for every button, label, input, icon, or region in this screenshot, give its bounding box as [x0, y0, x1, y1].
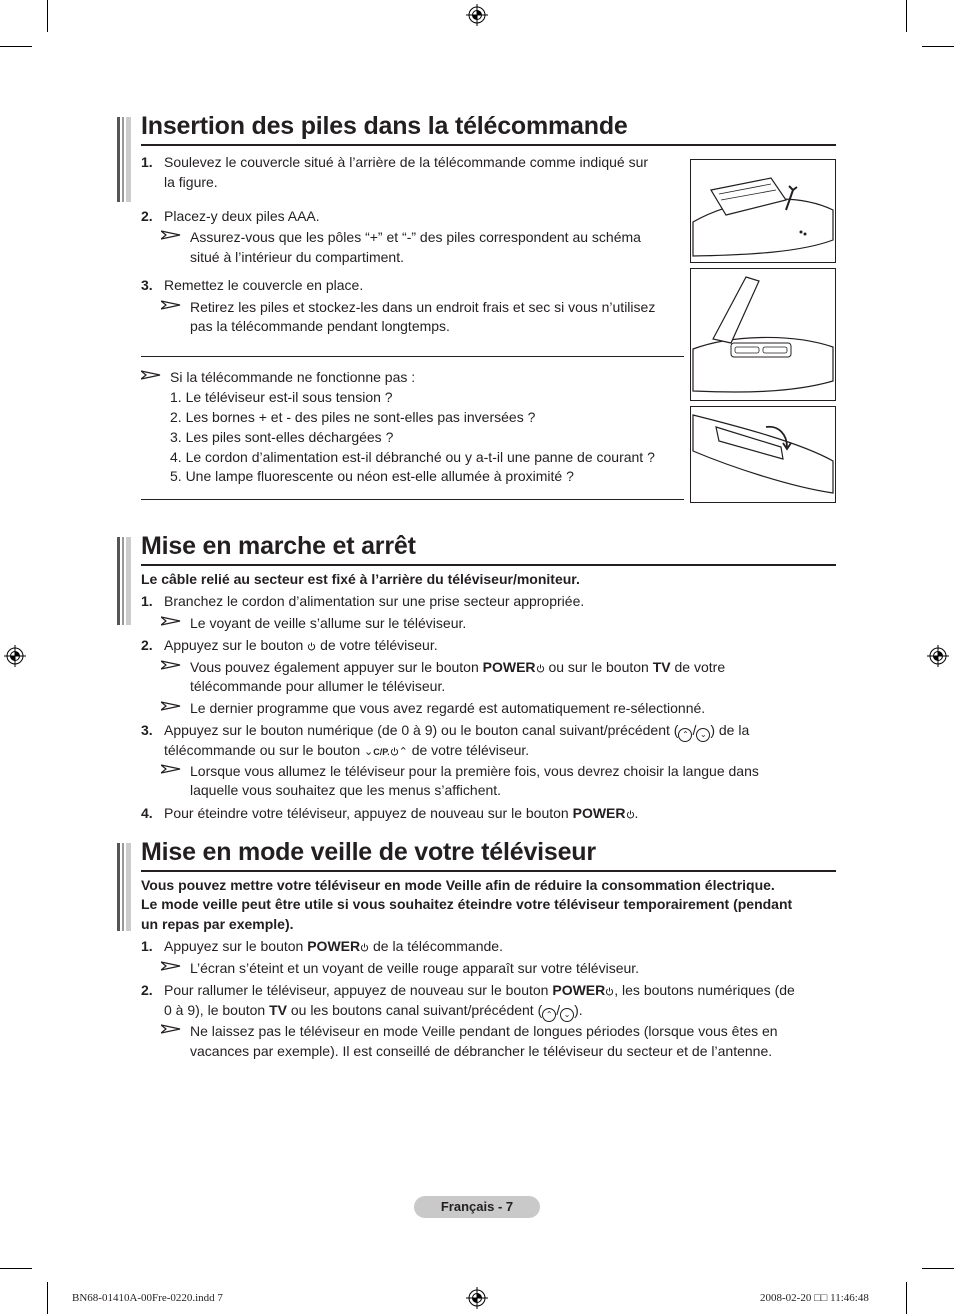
step-number: 4.: [141, 805, 153, 821]
note-arrow-icon: [161, 764, 181, 774]
step-number: 1.: [141, 154, 153, 170]
intro-text: Vous pouvez mettre votre téléviseur en mode Veille afin de réduire la consommation électrique.: [141, 877, 775, 893]
title-rule: [141, 564, 836, 566]
step-text: la figure.: [164, 174, 218, 190]
tv-button-label: TV: [652, 659, 671, 675]
power-button-label: POWER: [482, 659, 536, 675]
section-title: Insertion des piles dans la télécommande: [141, 112, 628, 140]
trouble-item: 1. Le téléviseur est-il sous tension ?: [170, 389, 393, 405]
date-info: 2008-02-20 □□ 11:46:48: [760, 1292, 869, 1304]
step-text: Appuyez sur le bouton numérique (de 0 à 9) ou le bouton canal suivant/précédent ( ⌃ / ⌄ ) de la: [164, 720, 749, 742]
note-text: L’écran s’éteint et un voyant de veille rouge apparaît sur votre téléviseur.: [190, 960, 640, 976]
power-icon: [605, 987, 614, 996]
channel-up-icon: ⌃: [678, 728, 692, 742]
power-icon: [360, 943, 369, 952]
note-arrow-icon: [161, 660, 181, 670]
registration-mark-icon: [466, 1287, 488, 1309]
step-text: Branchez le cordon d’alimentation sur une prise secteur appropriée.: [164, 593, 585, 609]
remote-cover-close-illustration: [690, 406, 836, 503]
note-text: pas la télécommande pendant longtemps.: [190, 318, 450, 334]
note-arrow-icon: [161, 300, 181, 310]
step-number: 1.: [141, 938, 153, 954]
trouble-item: 3. Les piles sont-elles déchargées ?: [170, 429, 394, 445]
crop-mark: [47, 0, 48, 32]
power-button-label: POWER: [552, 982, 606, 998]
channel-down-icon: ⌄: [560, 1008, 574, 1022]
note-text: Ne laissez pas le téléviseur en mode Veille pendant de longues périodes (lorsque vous êtes en: [190, 1023, 778, 1039]
note-text: Le dernier programme que vous avez regardé est automatiquement re-sélectionné.: [190, 700, 706, 716]
note-arrow-icon: [141, 370, 161, 380]
channel-up-icon: ⌃: [542, 1008, 556, 1022]
section-bar: [117, 843, 131, 931]
section-title: Mise en mode veille de votre téléviseur: [141, 838, 596, 866]
step-number: 3.: [141, 277, 153, 293]
section-bar: [117, 537, 131, 625]
note-text: laquelle vous souhaitez que les menus s’affichent.: [190, 782, 502, 798]
note-arrow-icon: [161, 961, 181, 971]
divider: [141, 356, 684, 357]
step-text: Placez-y deux piles AAA.: [164, 208, 320, 224]
channel-down-icon: ⌄: [696, 728, 710, 742]
note-text: Vous pouvez également appuyer sur le bouton POWER ou sur le bouton TV de votre: [190, 659, 726, 675]
cp-label: C/P.: [373, 747, 390, 757]
step-number: 2.: [141, 637, 153, 653]
step-number: 2.: [141, 982, 153, 998]
title-rule: [141, 144, 836, 146]
power-button-label: POWER: [307, 938, 361, 954]
intro-text: un repas par exemple).: [141, 916, 294, 932]
note-text: vacances par exemple). Il est conseillé de débrancher le téléviseur du secteur et de l’antenne.: [190, 1043, 773, 1059]
page-number-badge: Français - 7: [414, 1196, 540, 1218]
note-arrow-icon: [161, 230, 181, 240]
step-number: 3.: [141, 722, 153, 738]
trouble-item: 4. Le cordon d’alimentation est-il débranché ou y a-t-il une panne de courant ?: [170, 449, 655, 465]
note-arrow-icon: [161, 616, 181, 626]
note-text: Retirez les piles et stockez-les dans un endroit frais et sec si vous n’utilisez: [190, 299, 656, 315]
note-text: situé à l’intérieur du compartiment.: [190, 249, 404, 265]
power-button-label: POWER: [572, 805, 626, 821]
step-text: télécommande ou sur le bouton ⌄C/P. ⌃ de votre téléviseur.: [164, 742, 530, 758]
step-text: Soulevez le couvercle situé à l’arrière de la télécommande comme indiqué sur: [164, 154, 649, 170]
note-text: télécommande pour allumer le téléviseur.: [190, 678, 446, 694]
registration-mark-icon: [466, 4, 488, 26]
intro-text: Le câble relié au secteur est fixé à l’arrière du téléviseur/moniteur.: [141, 571, 580, 587]
note-text: Assurez-vous que les pôles “+” et “-” des piles correspondent au schéma: [190, 229, 641, 245]
crop-mark: [47, 1282, 48, 1314]
step-text: Appuyez sur le bouton de votre téléviseur.: [164, 637, 438, 653]
file-info: BN68-01410A-00Fre-0220.indd 7: [72, 1292, 223, 1304]
remote-battery-insert-illustration: [690, 268, 836, 401]
step-text: Remettez le couvercle en place.: [164, 277, 364, 293]
step-text: 0 à 9), le bouton TV ou les boutons canal suivant/précédent ( ⌃ / ⌄ ).: [164, 1000, 583, 1022]
remote-cover-lift-illustration: [690, 159, 836, 263]
intro-text: Le mode veille peut être utile si vous souhaitez éteindre votre téléviseur temporairement (pendant: [141, 896, 793, 912]
power-icon: [307, 642, 316, 651]
trouble-intro: Si la télécommande ne fonctionne pas :: [170, 369, 416, 385]
tv-button-label: TV: [269, 1002, 287, 1018]
power-icon: [390, 747, 399, 756]
crop-mark: [922, 1268, 954, 1269]
crop-mark: [906, 0, 907, 32]
power-icon: [626, 810, 635, 819]
registration-mark-icon: [927, 645, 949, 667]
registration-mark-icon: [4, 645, 26, 667]
step-number: 1.: [141, 593, 153, 609]
trouble-item: 5. Une lampe fluorescente ou néon est-elle allumée à proximité ?: [170, 468, 574, 484]
step-text: Appuyez sur le bouton POWER de la télécommande.: [164, 938, 503, 954]
crop-mark: [0, 1268, 32, 1269]
step-number: 2.: [141, 208, 153, 224]
note-text: Le voyant de veille s’allume sur le téléviseur.: [190, 615, 467, 631]
note-arrow-icon: [161, 701, 181, 711]
step-text: Pour éteindre votre téléviseur, appuyez de nouveau sur le bouton POWER .: [164, 805, 639, 821]
crop-mark: [922, 46, 954, 47]
crop-mark: [0, 46, 32, 47]
power-icon: [536, 664, 545, 673]
section-title: Mise en marche et arrêt: [141, 532, 416, 560]
chevron-down-icon: ⌄: [364, 746, 374, 758]
step-text: Pour rallumer le téléviseur, appuyez de nouveau sur le bouton POWER , les boutons numériques (de: [164, 982, 795, 998]
title-rule: [141, 870, 836, 872]
divider: [141, 499, 684, 500]
note-arrow-icon: [161, 1024, 181, 1034]
crop-mark: [906, 1282, 907, 1314]
trouble-item: 2. Les bornes + et - des piles ne sont-elles pas inversées ?: [170, 409, 536, 425]
note-text: Lorsque vous allumez le téléviseur pour la première fois, vous devrez choisir la langue dans: [190, 763, 759, 779]
section-bar: [117, 117, 131, 202]
chevron-up-icon: ⌃: [398, 746, 408, 758]
